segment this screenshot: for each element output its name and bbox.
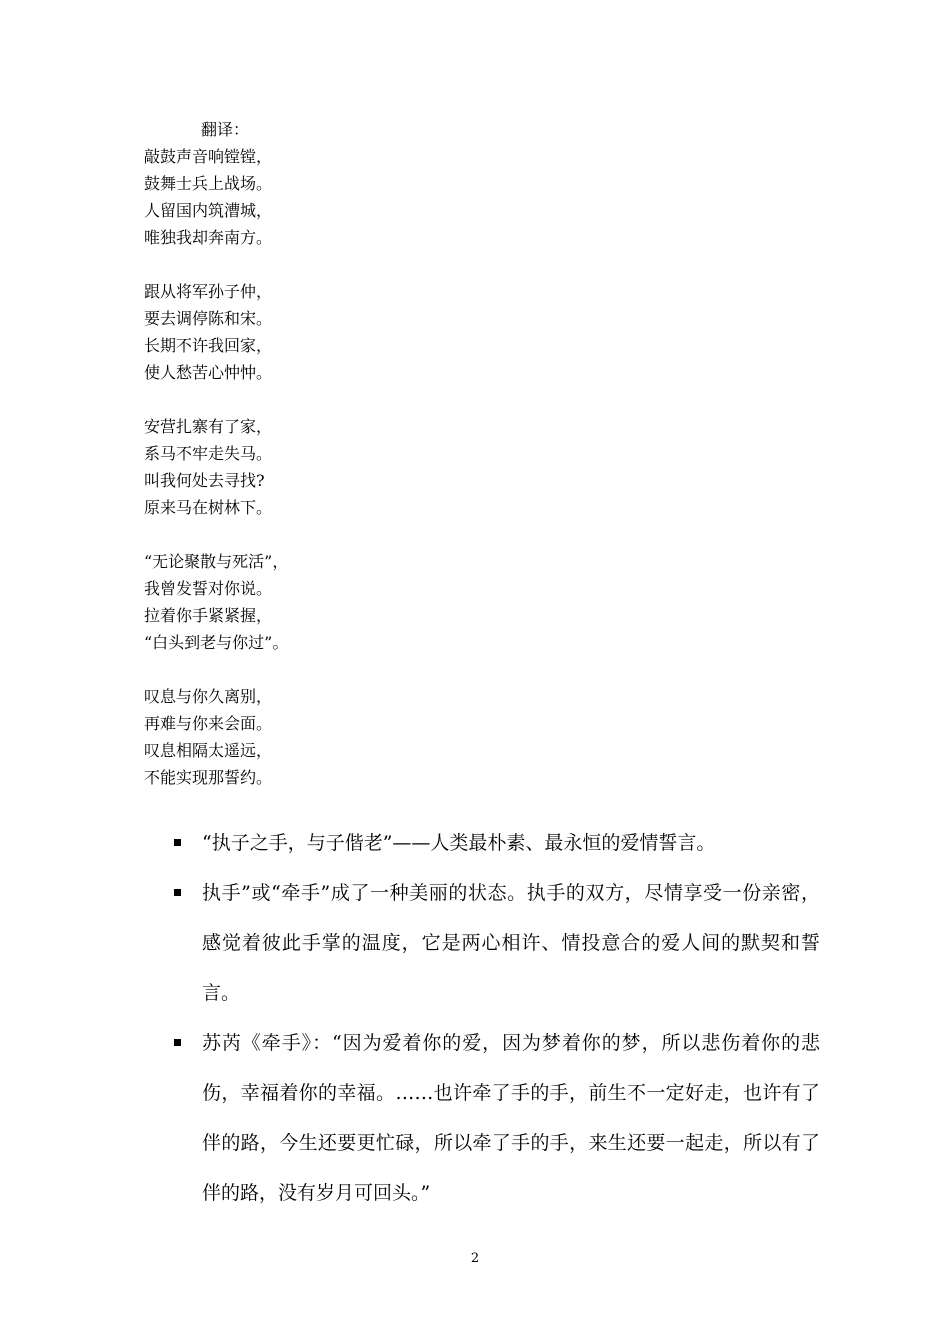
translation-heading: 翻译： [201, 120, 250, 139]
verse-line: 跟从将军孙子仲， [144, 282, 273, 301]
verse-line: 叹息相隔太遥远， [144, 741, 273, 760]
stanza-1 [144, 143, 644, 251]
verse-line: 叹息与你久离别， [144, 687, 273, 706]
verse-line: 鼓舞士兵上战场。 [144, 174, 273, 193]
stanza-3 [144, 413, 644, 521]
page-number: 2 [470, 1251, 480, 1266]
commentary-list [170, 818, 820, 1218]
verse-line: 叫我何处去寻找? [144, 471, 265, 490]
verse-line: 敲鼓声音响镗镗， [144, 147, 273, 166]
list-item [170, 868, 820, 1018]
square-bullet-icon [174, 839, 181, 846]
list-item-text: 苏芮《牵手》：“因为爱着你的爱，因为梦着你的梦，所以悲伤着你的悲伤，幸福着你的幸福。……也许牵了手的手，前生不一定好走，也许有了伴的路，今生还要更忙碌，所以牵了手的手，来生还要一起走，所以有了伴的路，没有岁月可回头。” [202, 1032, 820, 1204]
square-bullet-icon [174, 1039, 181, 1046]
verse-line: 再难与你来会面。 [144, 714, 273, 733]
verse-line: 安营扎寨有了家， [144, 417, 273, 436]
stanza-2 [144, 278, 644, 386]
verse-line: 系马不牢走失马。 [144, 444, 273, 463]
verse-line: 长期不许我回家， [144, 336, 273, 355]
verse-line: “白头到老与你过”。 [144, 633, 289, 652]
verse-line: 拉着你手紧紧握， [144, 606, 273, 625]
list-item [170, 1018, 820, 1218]
verse-line: 我曾发誓对你说。 [144, 579, 273, 598]
verse-line: 使人愁苦心忡忡。 [144, 363, 273, 382]
verse-line: 不能实现那誓约。 [144, 768, 273, 787]
translation-section [144, 116, 644, 818]
stanza-4 [144, 548, 644, 656]
verse-line: “无论聚散与死活”， [144, 552, 289, 571]
verse-line: 要去调停陈和宋。 [144, 309, 273, 328]
list-item-text: 执手”或“牵手”成了一种美丽的状态。执手的双方，尽情享受一份亲密，感觉着彼此手掌的温度，它是两心相许、情投意合的爱人间的默契和誓言。 [202, 882, 820, 1004]
square-bullet-icon [174, 889, 181, 896]
stanza-5 [144, 683, 644, 791]
verse-line: 原来马在树林下。 [144, 498, 273, 517]
verse-line: 人留国内筑漕城， [144, 201, 273, 220]
verse-line: 唯独我却奔南方。 [144, 228, 273, 247]
list-item-text: “执子之手，与子偕老”——人类最朴素、最永恒的爱情誓言。 [202, 832, 716, 854]
list-item [170, 818, 820, 868]
